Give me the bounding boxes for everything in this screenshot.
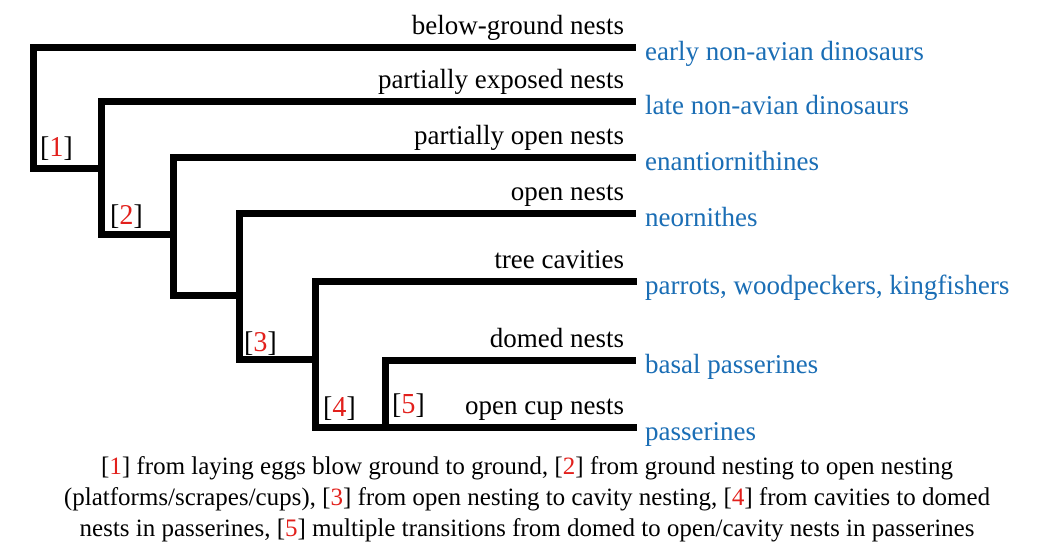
bracket: [ [244, 327, 254, 358]
node-marker-2 [110, 200, 143, 232]
node-bar-3 [170, 154, 177, 299]
transition-number-5: 5 [401, 389, 416, 420]
node-bar-2 [98, 98, 105, 238]
taxon-label-passerines: passerines [645, 416, 756, 446]
caption-text: nests in passerines, [ [79, 515, 286, 542]
branch-label-open-cup-nests: open cup nests [465, 390, 624, 420]
caption-text: ] from laying eggs blow ground to ground, [ [121, 453, 563, 480]
caption-text: ] from ground nesting to open nesting [575, 453, 953, 480]
bracket: [ [323, 392, 333, 423]
caption-text: ] from open nesting to cavity nesting, [ [343, 484, 732, 511]
branch-label-open-nests: open nests [510, 176, 624, 206]
caption-ref-4: 4 [731, 484, 745, 511]
connector-node-1 [30, 165, 105, 172]
caption-text: ] multiple transitions from domed to open/cavity nests in passerines [297, 515, 975, 542]
taxon-label-late-non-avian-dinosaurs: late non-avian dinosaurs [645, 90, 909, 120]
transition-number-4: 4 [332, 392, 347, 423]
bracket: ] [267, 327, 277, 358]
caption-text: (platforms/scrapes/cups), [ [63, 484, 331, 511]
bracket: ] [346, 392, 356, 423]
node-bar-6 [382, 357, 389, 431]
caption-text: ] from cavities to domed [744, 484, 991, 511]
node-marker-1 [40, 132, 73, 164]
branch-label-partially-open-nests: partially open nests [414, 120, 624, 150]
branch-line-row-4 [236, 210, 636, 217]
caption-line-1 [0, 451, 1054, 482]
branch-label-domed-nests: domed nests [489, 323, 624, 353]
caption-text: [ [101, 453, 110, 480]
taxon-label-basal-passerines: basal passerines [645, 349, 819, 379]
taxon-label-enantiornithines: enantiornithines [645, 146, 819, 176]
node-marker-3 [244, 327, 277, 359]
branch-line-row-3 [170, 154, 636, 161]
caption-ref-2: 2 [562, 453, 576, 480]
branch-label-tree-cavities: tree cavities [494, 244, 624, 274]
transition-number-1: 1 [49, 132, 64, 163]
bracket: [ [110, 200, 120, 231]
bracket: ] [63, 132, 73, 163]
branch-line-row-5 [312, 278, 637, 285]
transition-number-3: 3 [253, 327, 268, 358]
caption-line-3 [0, 513, 1054, 544]
branch-line-row-7 [312, 424, 637, 431]
bracket: [ [392, 389, 402, 420]
caption-line-2 [0, 482, 1054, 513]
taxon-label-parrots-woodpeckers-kingfishers: parrots, woodpeckers, kingfishers [645, 270, 1010, 300]
figure-caption [0, 451, 1054, 544]
node-bar-4 [236, 210, 243, 363]
bracket: [ [40, 132, 50, 163]
bracket: ] [415, 389, 425, 420]
connector-node-3 [170, 292, 243, 299]
node-marker-4 [323, 392, 356, 424]
node-bar-5 [312, 278, 319, 431]
taxon-label-early-non-avian-dinosaurs: early non-avian dinosaurs [645, 36, 924, 66]
connector-node-2 [98, 231, 177, 238]
taxon-label-neornithes: neornithes [645, 202, 758, 232]
branch-label-below-ground-nests: below-ground nests [411, 10, 624, 40]
branch-label-partially-exposed-nests: partially exposed nests [378, 64, 624, 94]
branch-line-row-2 [98, 98, 636, 105]
transition-number-2: 2 [119, 200, 134, 231]
caption-ref-3: 3 [330, 484, 343, 511]
caption-ref-1: 1 [109, 453, 122, 480]
bracket: ] [133, 200, 143, 231]
node-bar-root [30, 44, 37, 172]
branch-line-row-6 [382, 357, 636, 364]
node-marker-5 [392, 389, 425, 421]
branch-line-row-1 [30, 44, 636, 51]
caption-ref-5: 5 [285, 515, 298, 542]
